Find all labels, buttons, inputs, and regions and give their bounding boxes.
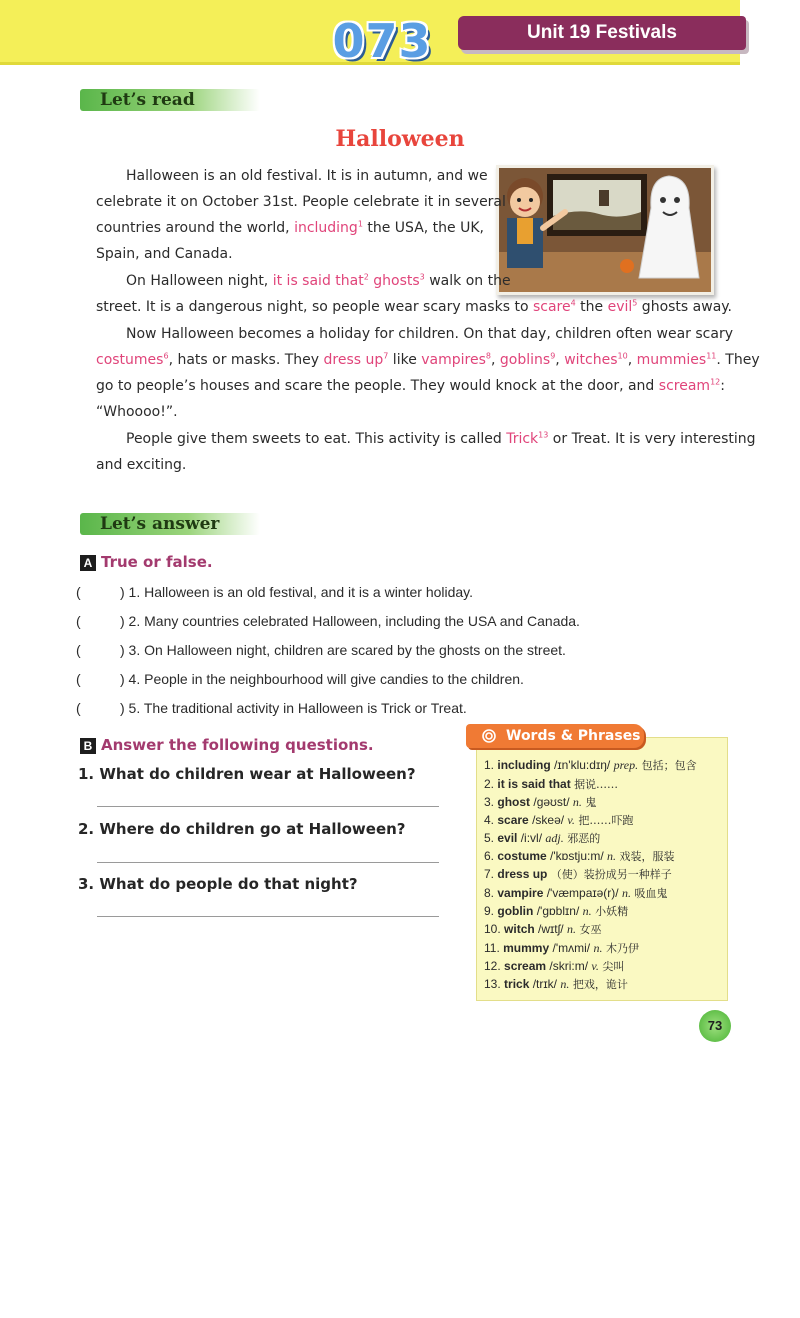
vocab-ipa: /skri:m/ [546, 959, 592, 973]
p3-line-4: “Whoooo!”. [96, 404, 178, 420]
tf-question[interactable] [76, 671, 524, 687]
page-number-badge [699, 1010, 731, 1042]
answer-line-2[interactable] [97, 862, 439, 863]
footnote-number: 4 [570, 298, 576, 308]
vocab-ipa: /skeə/ [528, 813, 568, 827]
p2-line-1 [126, 271, 511, 291]
vocab-word-mummies: mummies [636, 352, 707, 368]
lesson-number: 073 [332, 14, 432, 68]
vocab-word-including: including [294, 220, 358, 236]
footnote-number: 2 [363, 272, 369, 282]
vocab-meaning: 小妖精 [591, 905, 629, 918]
question-text: ) 2. Many countries celebrated Halloween, including the USA and Canada. [120, 613, 580, 629]
vocab-item [484, 976, 628, 993]
vocab-num: 12. [484, 959, 501, 973]
text: or Treat. It is very interesting [548, 431, 756, 447]
footnote-number: 13 [538, 430, 549, 440]
text: like [388, 352, 422, 368]
p1-line-1: Halloween is an old festival. It is in autumn, and we [126, 168, 488, 184]
vocab-num: 2. [484, 777, 495, 791]
text: countries around the world, [96, 220, 295, 236]
footnote-number: 3 [419, 272, 425, 282]
vocab-word: it is said that [497, 777, 571, 791]
text: walk on the [424, 273, 511, 289]
vocab-pos: v. [567, 813, 575, 827]
halloween-illustration [496, 165, 714, 295]
text: street. It is a dangerous night, so people wear scary masks to [96, 299, 533, 315]
vocab-meaning: 木乃伊 [602, 942, 639, 955]
page-number: 73 [707, 1018, 723, 1033]
answer-blank[interactable]: ( [76, 642, 81, 658]
footnote-number: 12 [710, 377, 721, 387]
vocab-pos: n. [621, 886, 631, 900]
vocab-item [484, 776, 618, 793]
footnote-number: 8 [485, 351, 491, 361]
vocab-word: goblin [497, 904, 534, 918]
footnote-number: 7 [383, 351, 389, 361]
p3-line-3 [96, 376, 725, 396]
vocab-word-scare: scare [532, 299, 571, 315]
footnote-number: 1 [357, 219, 363, 229]
vocab-meaning: 据说…… [574, 778, 619, 791]
p1-line-2: celebrate it on October 31st. People celebrate it in several [96, 194, 506, 210]
vocab-word-ghosts: ghosts [368, 273, 420, 289]
vocab-num: 8. [484, 886, 495, 900]
text: , [627, 352, 637, 368]
vocab-pos: n. [582, 904, 592, 918]
vocab-pos: n. [607, 849, 617, 863]
words-phrases-title: Words & Phrases [506, 728, 641, 744]
vocab-meaning: 尖叫 [598, 960, 625, 973]
vocab-meaning: 把戏，诡计 [569, 978, 628, 991]
unit-title: Unit 19 Festivals [527, 22, 677, 43]
text: , [555, 352, 565, 368]
section-b-badge: B [80, 738, 96, 754]
p2-line-2 [96, 297, 732, 317]
p3-line-1: Now Halloween becomes a holiday for children. On that day, children often wear scary [126, 326, 733, 342]
vocab-pos: n. [593, 941, 603, 955]
text: go to people’s houses and scare the people. They would knock at the door, and [96, 378, 659, 394]
tf-question[interactable] [76, 584, 473, 600]
footnote-number: 9 [550, 351, 556, 361]
text: the USA, the UK, [362, 220, 484, 236]
vocab-item [484, 812, 633, 829]
vocab-word: vampire [497, 886, 544, 900]
question-2: 2. Where do children go at Halloween? [78, 820, 406, 838]
vocab-pos: adj. [545, 831, 564, 845]
vocab-num: 11. [484, 941, 500, 955]
vocab-ipa: /ɪn'klu:dɪŋ/ [550, 758, 614, 772]
section-label-read: Let’s read [80, 89, 260, 111]
reading-title: Halloween [335, 126, 465, 152]
vocab-item [484, 885, 667, 902]
section-b-title: Answer the following questions. [101, 736, 374, 754]
vocab-word-it-is-said-that: it is said that [272, 273, 364, 289]
question-1: 1. What do children wear at Halloween? [78, 765, 416, 783]
vocab-meaning: 邪恶的 [563, 832, 601, 845]
vocab-word: scare [497, 813, 529, 827]
section-label-answer: Let’s answer [80, 513, 260, 535]
vocab-word: scream [504, 959, 547, 973]
footnote-number: 11 [706, 351, 717, 361]
text: , [491, 352, 500, 368]
vocab-num: 13. [484, 977, 501, 991]
vocab-word-scream: scream [658, 378, 711, 394]
unit-tab [458, 16, 746, 50]
vocab-item [484, 830, 600, 847]
vocab-num: 6. [484, 849, 495, 863]
answer-line-1[interactable] [97, 806, 439, 807]
vocab-num: 10. [484, 922, 501, 936]
footnote-number: 6 [163, 351, 169, 361]
p4-line-1 [126, 429, 756, 449]
vocab-num: 7. [484, 867, 495, 881]
vocab-num: 3. [484, 795, 495, 809]
answer-blank[interactable]: ( [76, 584, 81, 600]
vocab-ipa: /trɪk/ [529, 977, 561, 991]
vocab-word: ghost [497, 795, 531, 809]
vocab-item [484, 921, 601, 938]
tf-question[interactable] [76, 613, 580, 629]
question-text: ) 1. Halloween is an old festival, and it is a winter holiday. [120, 584, 474, 600]
question-text: ) 5. The traditional activity in Halloween is Trick or Treat. [120, 700, 467, 716]
vocab-word-goblins: goblins [499, 352, 551, 368]
vocab-word: including [497, 758, 551, 772]
vocab-num: 9. [484, 904, 495, 918]
vocab-meaning: 把……吓跑 [574, 814, 634, 827]
vocab-item [484, 866, 672, 883]
vocab-pos: n. [560, 977, 570, 991]
tf-question[interactable] [76, 700, 467, 716]
vocab-item [484, 958, 624, 975]
vocab-word-witches: witches [564, 352, 618, 368]
p3-line-2 [96, 350, 760, 370]
vocab-word-dress-up: dress up [323, 352, 384, 368]
vocab-pos: prep. [613, 758, 639, 772]
vocab-word: dress up [497, 867, 548, 881]
question-3: 3. What do people do that night? [78, 875, 358, 893]
footnote-number: 10 [617, 351, 628, 361]
vocab-ipa: /'kɒstju:m/ [546, 849, 608, 863]
text: : [720, 378, 725, 394]
vocab-meaning: 吸血鬼 [630, 887, 668, 900]
vocab-meaning: 包括；包含 [638, 759, 697, 772]
vocab-word: costume [497, 849, 547, 863]
text: the [575, 299, 608, 315]
p1-line-4: Spain, and Canada. [96, 246, 233, 262]
vocab-meaning: 戏装，服装 [616, 850, 675, 863]
vocab-word-costumes: costumes [96, 352, 164, 368]
answer-blank[interactable]: ( [76, 671, 81, 687]
text: On Halloween night, [126, 273, 273, 289]
vocab-pos: n. [566, 922, 576, 936]
vocab-meaning: （使）装扮成另一种样子 [550, 868, 672, 881]
vocab-meaning: 鬼 [581, 796, 597, 809]
vocab-pos: v. [591, 959, 599, 973]
vocab-ipa: /'gɒblɪn/ [533, 904, 583, 918]
text: ghosts away. [637, 299, 733, 315]
vocab-item [484, 848, 675, 865]
footnote-number: 5 [632, 298, 638, 308]
p4-line-2: and exciting. [96, 457, 187, 473]
target-icon [482, 729, 496, 743]
vocab-ipa: /i:vl/ [517, 831, 546, 845]
vocab-word: witch [504, 922, 535, 936]
section-a-title: True or false. [101, 553, 213, 571]
question-text: ) 3. On Halloween night, children are scared by the ghosts on the street. [120, 642, 566, 658]
section-a-badge: A [80, 555, 96, 571]
answer-blank[interactable]: ( [76, 613, 81, 629]
vocab-word: mummy [503, 941, 550, 955]
answer-line-3[interactable] [97, 916, 439, 917]
vocab-item [484, 757, 697, 774]
vocab-word-trick: Trick [506, 431, 539, 447]
text: . They [716, 352, 760, 368]
vocab-ipa: /'væmpaɪə(r)/ [543, 886, 622, 900]
words-phrases-tab [466, 724, 644, 748]
vocab-item [484, 940, 639, 957]
vocab-word: trick [504, 977, 530, 991]
vocab-ipa: /gəʊst/ [530, 795, 573, 809]
p1-line-3 [96, 218, 484, 238]
vocab-word-vampires: vampires [421, 352, 486, 368]
vocab-num: 4. [484, 813, 495, 827]
vocab-word-evil: evil [607, 299, 633, 315]
vocab-num: 1. [484, 758, 495, 772]
text: , hats or masks. They [168, 352, 324, 368]
vocab-meaning: 女巫 [575, 923, 602, 936]
answer-blank[interactable]: ( [76, 700, 81, 716]
vocab-item [484, 794, 596, 811]
vocab-item [484, 903, 628, 920]
vocab-num: 5. [484, 831, 495, 845]
vocab-word: evil [497, 831, 518, 845]
question-text: ) 4. People in the neighbourhood will give candies to the children. [120, 671, 524, 687]
tf-question[interactable] [76, 642, 566, 658]
vocab-ipa: /wɪtʃ/ [534, 922, 567, 936]
vocab-ipa: /'mʌmi/ [549, 941, 594, 955]
vocab-pos: n. [572, 795, 582, 809]
text: People give them sweets to eat. This activity is called [126, 431, 507, 447]
